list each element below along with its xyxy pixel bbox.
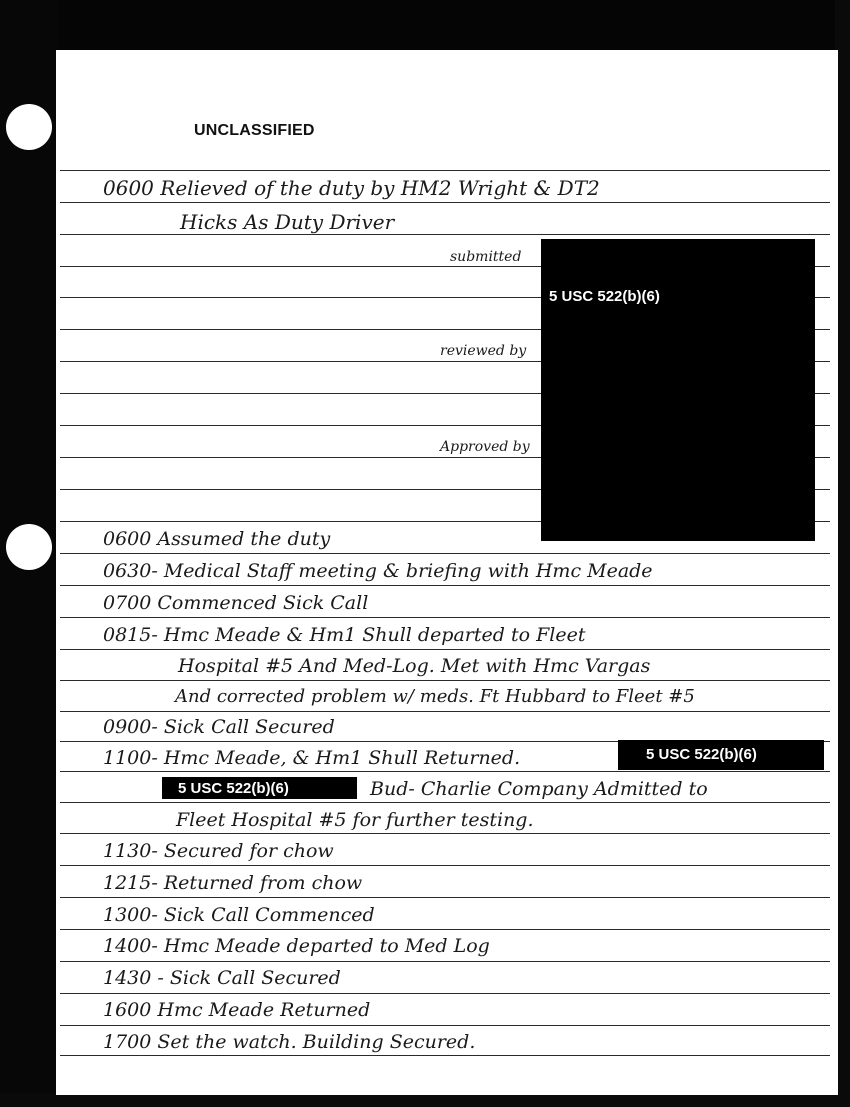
redaction-label-inline-1: 5 USC 522(b)(6) [646, 746, 757, 763]
ruled-line [60, 170, 830, 171]
ruled-line [60, 234, 830, 235]
submitted-label: submitted [450, 249, 522, 265]
log-entry: 1100- Hmc Meade, & Hm1 Shull Returned. [103, 747, 521, 769]
ruled-line [60, 1025, 830, 1026]
log-entry: 0630- Medical Staff meeting & briefing with Hmc Meade [103, 560, 653, 582]
log-entry: 1300- Sick Call Commenced [103, 904, 375, 926]
redaction-label-signatures: 5 USC 522(b)(6) [549, 288, 660, 305]
classification-header: UNCLASSIFIED [194, 122, 315, 139]
ruled-line [60, 1055, 830, 1056]
entry-top-line1: 0600 Relieved of the duty by HM2 Wright & DT2 [103, 176, 600, 200]
scan-border-bottom [0, 1093, 850, 1107]
log-entry: And corrected problem w/ meds. Ft Hubbard to Fleet #5 [175, 686, 695, 707]
punch-hole-top [6, 104, 52, 150]
ruled-line [60, 617, 830, 618]
log-entry: 1430 - Sick Call Secured [103, 967, 341, 989]
ruled-line [60, 929, 830, 930]
log-entry: 1215- Returned from chow [103, 872, 363, 894]
log-entry: 0815- Hmc Meade & Hm1 Shull departed to Fleet [103, 624, 586, 646]
entry-top-line2: Hicks As Duty Driver [180, 210, 395, 234]
redaction-label-inline-2: 5 USC 522(b)(6) [178, 780, 289, 797]
log-entry: Bud- Charlie Company Admitted to [370, 778, 708, 800]
log-entry: 1600 Hmc Meade Returned [103, 999, 371, 1021]
ruled-line [60, 585, 830, 586]
log-entry: 1130- Secured for chow [103, 840, 334, 862]
ruled-line [60, 993, 830, 994]
log-entry: 0900- Sick Call Secured [103, 716, 335, 738]
ruled-line [60, 553, 830, 554]
ruled-line [60, 833, 830, 834]
approved-label: Approved by [440, 439, 530, 455]
log-entry: 0600 Assumed the duty [103, 528, 331, 550]
log-entry: 0700 Commenced Sick Call [103, 592, 369, 614]
ruled-line [60, 961, 830, 962]
punch-hole-middle [6, 524, 52, 570]
redaction-block-signatures [541, 239, 815, 541]
ruled-line [60, 202, 830, 203]
ruled-line [60, 771, 830, 772]
ruled-line [60, 802, 830, 803]
log-entry: Hospital #5 And Med-Log. Met with Hmc Vargas [178, 655, 651, 677]
log-entry: 1400- Hmc Meade departed to Med Log [103, 935, 490, 957]
ruled-line [60, 711, 830, 712]
ruled-line [60, 897, 830, 898]
log-entry: Fleet Hospital #5 for further testing. [176, 809, 534, 831]
ruled-line [60, 865, 830, 866]
ruled-line [60, 680, 830, 681]
ruled-line [60, 649, 830, 650]
reviewed-label: reviewed by [440, 343, 527, 359]
log-entry: 1700 Set the watch. Building Secured. [103, 1031, 476, 1053]
